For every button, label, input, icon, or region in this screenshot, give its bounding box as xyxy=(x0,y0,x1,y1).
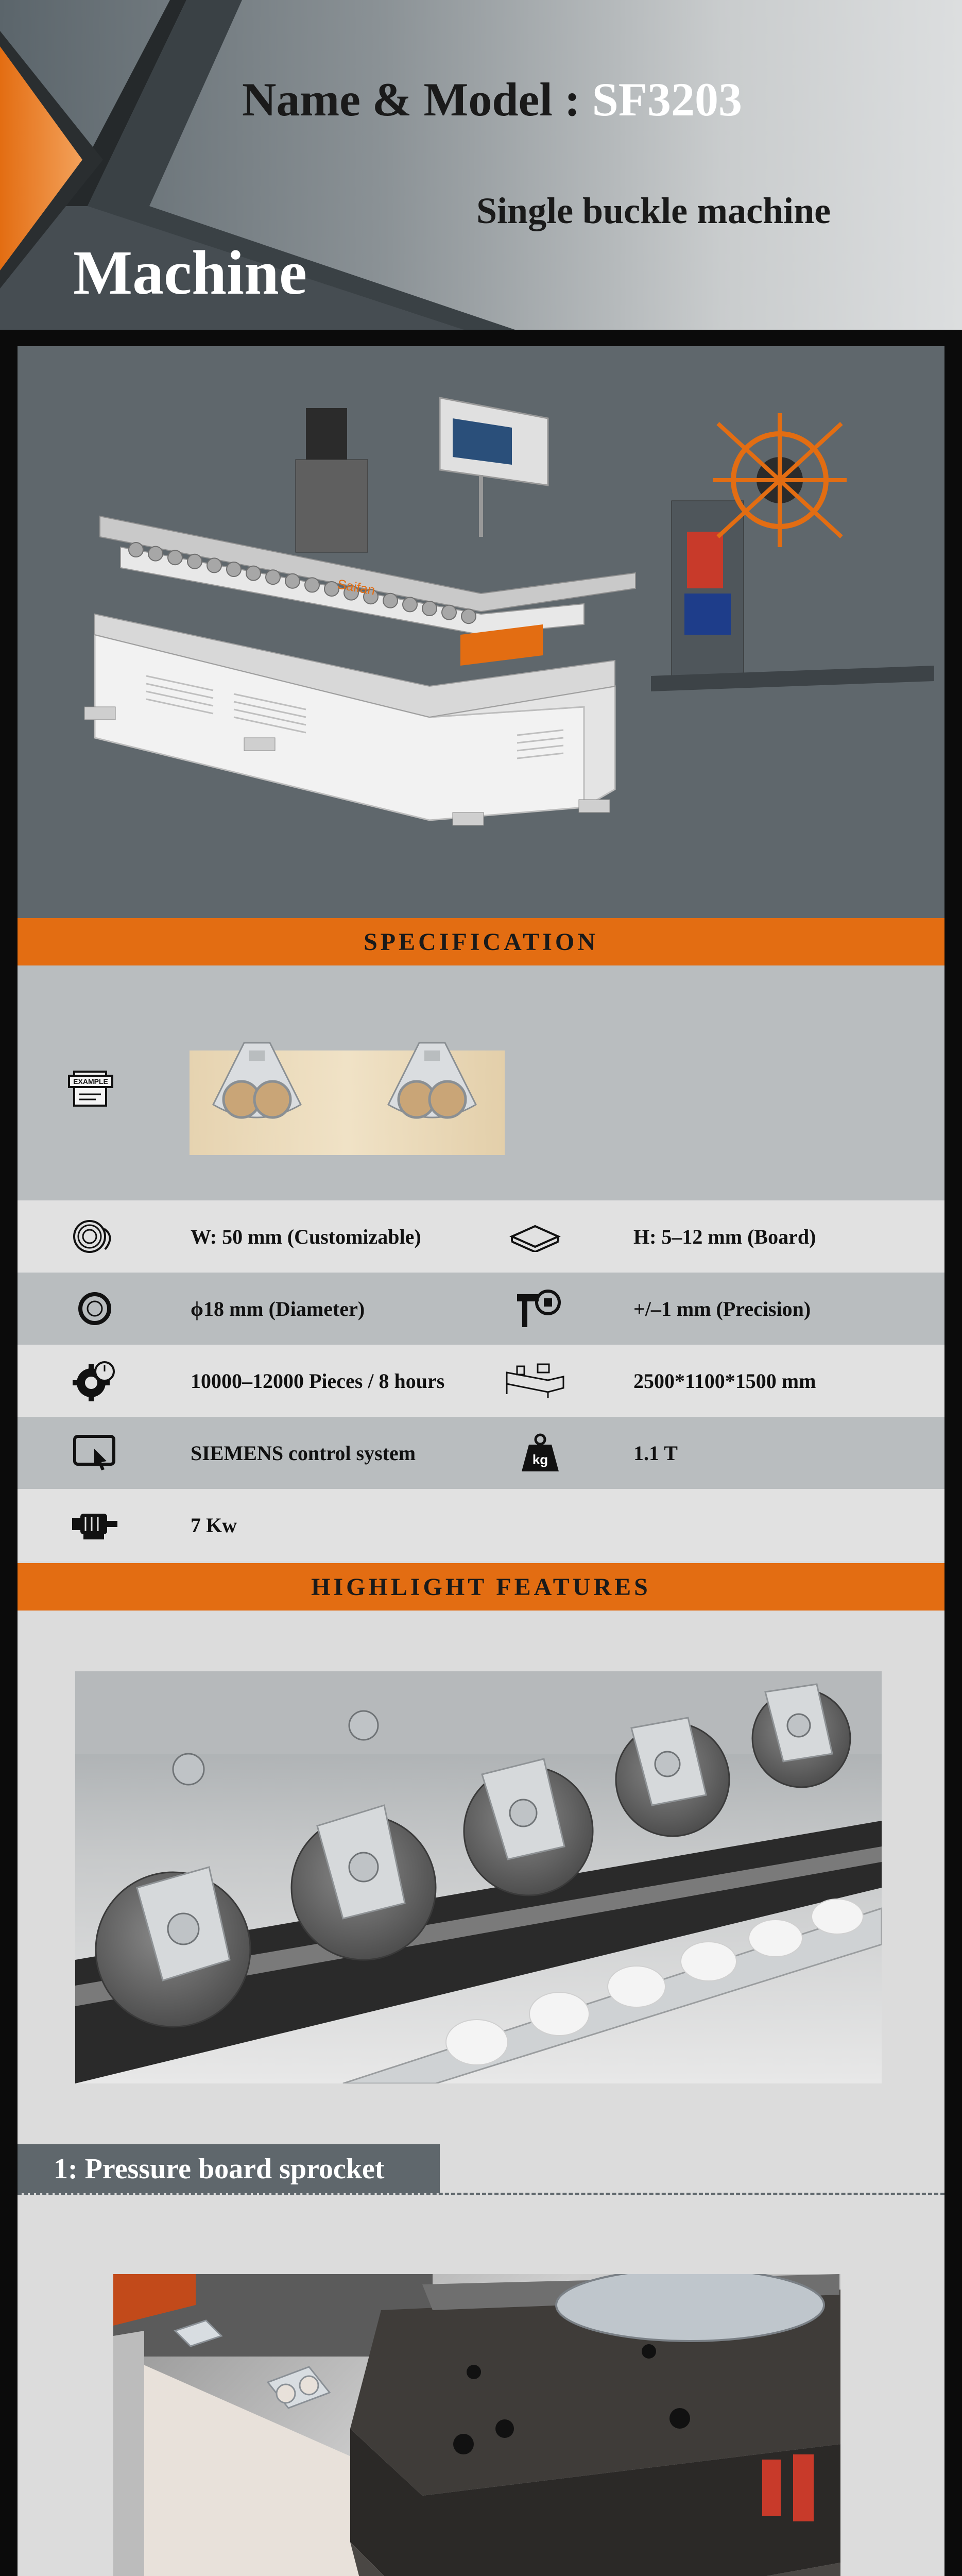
spec-row-1-right: H: 5–12 mm (Board) xyxy=(633,1225,816,1248)
highlight-features-heading-text: HIGHLIGHT FEATURES xyxy=(311,1573,651,1601)
ring-icon xyxy=(74,1291,115,1327)
gear-stopwatch-icon xyxy=(72,1359,118,1402)
weight-icon xyxy=(520,1432,561,1473)
tape-roll-icon xyxy=(69,1218,121,1255)
motor-icon xyxy=(69,1509,121,1541)
machine-illustration xyxy=(18,346,944,918)
feature-1-photo xyxy=(75,1671,882,2083)
buckle-samples xyxy=(203,1022,491,1141)
spec-row-3 xyxy=(18,1345,944,1417)
section-divider xyxy=(18,2193,944,2195)
example-icon-label: EXAMPLE xyxy=(73,1077,108,1086)
feature-2-photo xyxy=(113,2274,840,2576)
spec-row-4 xyxy=(18,1417,944,1489)
model-value: SF3203 xyxy=(592,73,742,126)
feature-1-caption-text: 1: Pressure board sprocket xyxy=(54,2153,385,2185)
model-heading xyxy=(242,72,742,127)
feature-1-caption xyxy=(18,2144,440,2193)
spec-row-5 xyxy=(18,1489,944,1561)
model-label-text: Name & Model : xyxy=(242,73,592,126)
machine-outline-icon xyxy=(502,1362,569,1399)
specification-heading xyxy=(18,918,944,965)
specification-heading-text: SPECIFICATION xyxy=(364,928,598,956)
brand-logo: Saifan xyxy=(336,576,376,598)
weight-icon-label: kg xyxy=(532,1452,548,1467)
spec-row-4-right: 1.1 T xyxy=(633,1441,678,1465)
product-photo xyxy=(18,346,944,918)
spec-row-1-left: W: 50 mm (Customizable) xyxy=(191,1225,421,1248)
example-icon xyxy=(67,1069,116,1110)
machine-subtitle: Single buckle machine xyxy=(476,190,831,231)
buckle-sample-2 xyxy=(388,1043,476,1117)
spec-row-4-left: SIEMENS control system xyxy=(191,1441,416,1465)
spec-row-2-left: ϕ18 mm (Diameter) xyxy=(191,1297,365,1320)
caliper-icon xyxy=(512,1287,563,1330)
example-area xyxy=(18,965,944,1200)
board-icon xyxy=(507,1221,563,1252)
buckle-illustration xyxy=(113,2274,840,2576)
page-header xyxy=(0,0,962,330)
highlight-features-heading xyxy=(18,1563,944,1611)
spec-row-2 xyxy=(18,1273,944,1345)
sprocket-illustration xyxy=(75,1671,882,2083)
category-word: Machine xyxy=(73,238,307,308)
spec-row-3-left: 10000–12000 Pieces / 8 hours xyxy=(191,1369,445,1393)
spec-row-5-left: 7 Kw xyxy=(191,1513,237,1537)
buckle-sample-1 xyxy=(213,1043,301,1117)
touch-screen-icon xyxy=(72,1433,118,1472)
spec-row-1 xyxy=(18,1200,944,1273)
spec-row-2-right: +/–1 mm (Precision) xyxy=(633,1297,811,1320)
spec-row-3-right: 2500*1100*1500 mm xyxy=(633,1369,816,1393)
